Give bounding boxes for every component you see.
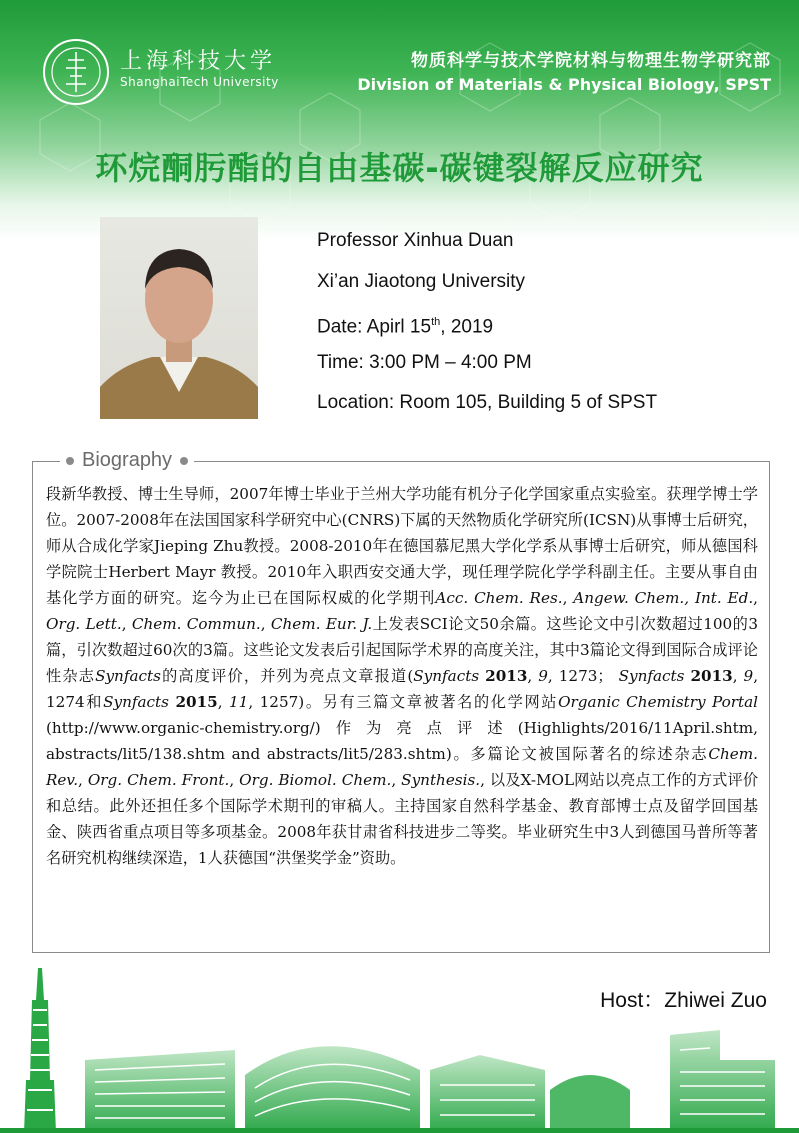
biography-heading — [60, 449, 194, 472]
speaker-affiliation: Xi’an Jiaotong University — [317, 270, 526, 292]
date-year: , 2019 — [440, 316, 494, 338]
university-seal-logo — [42, 38, 110, 106]
lecture-date — [317, 308, 657, 349]
hexagon-pattern — [0, 0, 799, 240]
division-name-cn: 物质科学与技术学院材料与物理生物学研究部 — [411, 51, 771, 71]
date-ordinal: th — [431, 316, 441, 328]
university-name-cn: 上海科技大学 — [120, 49, 277, 74]
lecture-location: Location: Room 105, Building 5 of SPST — [317, 392, 658, 413]
bullet-dot-icon — [66, 457, 74, 465]
biography-text: 段新华教授、博士生导师，2007年博士毕业于兰州大学功能有机分子化学国家重点实验室。获理学博士学位。2007-2008年在法国国家科学研究中心(CNRS)下属的天然物质化学研究所(ICSN)从事博士后研究，师从合成化学家Jieping Zhu教授。2008-2010年在德国慕尼黑大学化学系从事博士后研究，师从德国科学院院士Herbert Mayr 教授。2010年入职西安交通大学，现任理学院化学学科副主任。主要从事自由基化学方面的研究。迄今为止已在国际权威的化学期刊Acc. Chem. Res., Angew. Chem., Int. Ed., Org. Lett., Chem. Commun., Chem. Eur. J.上发表SCI论文50余篇。这些论文中引次数超过100的3篇，引次数超过60次的3篇。这些论文发表后引起国际学术界的高度关注，其中3篇论文得到国际合成评论性杂志Synfacts的高度评价，并列为亮点文章报道(Synfacts 2013, 9, 1273； Synfacts 2013, 9, 1274和Synfacts 2015, 11, 1257)。另有三篇文章被著名的化学网站Organic Chemistry Portal (http://www.organic-chemistry.org/)作为亮点评述(Highlights/2016/11April.shtm, abstracts/lit5/138.shtm and abstracts/lit5/283.shtm)。多篇论文被国际著名的综述杂志Chem. Rev., Org. Chem. Front., Org. Biomol. Chem., Synthesis., 以及X-MOL网站以亮点工作的方式评价和总结。此外还担任多个国际学术期刊的审稿人。主持国家自然科学基金、教育部博士点及留学回国基金、陕西省重点项目等多项基金。2008年获甘肃省科技进步二等奖。毕业研究生中3人到德国马普所等著名研究机构继续深造，1人获德国“洪堡奖学金”资助。 — [46, 485, 759, 867]
speaker-name: Professor Xinhua Duan — [317, 230, 514, 251]
bullet-dot-icon — [180, 457, 188, 465]
date-text: Date: Apirl 15 — [317, 316, 432, 338]
speaker-info — [317, 227, 657, 430]
campus-skyline-illustration — [0, 960, 799, 1133]
speaker-photo — [100, 217, 258, 419]
lecture-title: 环烷酮肟酯的自由基碳-碳键裂解反应研究 — [95, 149, 704, 187]
lecture-time: Time: 3:00 PM – 4:00 PM — [317, 351, 532, 373]
host-name: Host：Zhiwei Zuo — [600, 989, 767, 1012]
university-name-en: ShanghaiTech University — [120, 75, 279, 89]
biography-label: Biography — [82, 449, 173, 471]
division-name-en: Division of Materials & Physical Biology, SPST — [357, 75, 771, 94]
